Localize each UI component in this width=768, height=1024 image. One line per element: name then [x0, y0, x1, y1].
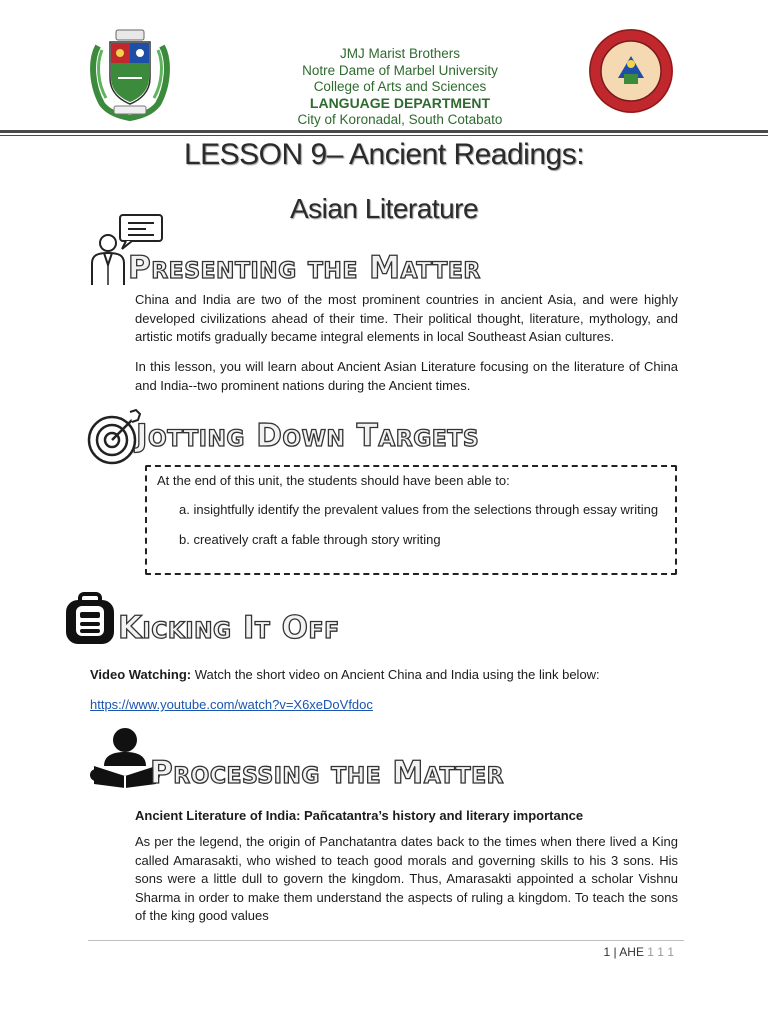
footer-rule: [88, 940, 684, 941]
presenting-paragraph-1: China and India are two of the most prominent countries in ancient Asia, and were highly developed civilizations ahead of their time. Their political thought, literature, mythology, and artistic motifs gradually became integral elements in local Southeast Asian cultures.: [135, 292, 678, 344]
video-link[interactable]: https://www.youtube.com/watch?v=X6xeDoVfdoc: [90, 697, 373, 712]
target-item-b: b. creatively craft a fable through story writing: [179, 532, 441, 547]
processing-subheading: Ancient Literature of India: Pañcatantra’s history and literary importance: [135, 808, 584, 823]
header-line-3: College of Arts and Sciences: [313, 79, 487, 94]
college-seal: [588, 28, 674, 114]
lesson-title: LESSON 9– Ancient Readings:: [183, 138, 585, 171]
video-watching-line: [90, 667, 600, 682]
target-item-a: a. insightfully identify the prevalent values from the selections through essay writing: [179, 502, 659, 517]
header-rule-thin: [0, 135, 768, 136]
targets-heading: Jotting Down Targets: [136, 418, 480, 454]
presenting-paragraph-2: In this lesson, you will learn about Ancient Asian Literature focusing on the literature of China and India--two prominent nations during the Ancient times.: [135, 359, 678, 393]
footer-separator: |: [610, 945, 620, 959]
backpack-icon: [62, 592, 118, 646]
video-watching-label: Video Watching:: [90, 667, 192, 682]
processing-heading: Processing the Matter: [150, 755, 505, 791]
header-line-2: Notre Dame of Marbel University: [302, 63, 498, 78]
header-rule-thick: [0, 130, 768, 133]
header-line-1: JMJ Marist Brothers: [339, 46, 461, 61]
page-number: 1: [603, 945, 611, 959]
processing-paragraph-1: As per the legend, the origin of Panchatantra dates back to the times when there lived a King called Amarasakti, who wished to teach good morals and governing skills to his 3 sons. His sons were a little dull to govern the kingdom. Thus, Amarasakti appointed a scholar Vishnu Sharma in order to make them understand the aspects of ruling a kingdom. To teach the sons of the king good values: [135, 834, 678, 923]
footer-muted-digits: 1 1 1: [643, 945, 674, 959]
header-line-5: City of Koronadal, South Cotabato: [297, 112, 503, 127]
reader-book-icon: [92, 726, 158, 788]
presenting-heading: Presenting the Matter: [128, 250, 481, 286]
header-department: LANGUAGE DEPARTMENT: [309, 95, 491, 111]
university-seal: [88, 26, 172, 120]
target-dart-icon: [86, 408, 142, 466]
targets-intro: At the end of this unit, the students should have been able to:: [157, 473, 510, 488]
video-watching-text: Watch the short video on Ancient China and India using the link below:: [191, 667, 600, 682]
page-footer: [603, 945, 674, 959]
lesson-subtitle: Asian Literature: [289, 193, 479, 224]
course-code: AHE: [619, 945, 644, 959]
kicking-heading: Kicking It Off: [118, 610, 340, 646]
